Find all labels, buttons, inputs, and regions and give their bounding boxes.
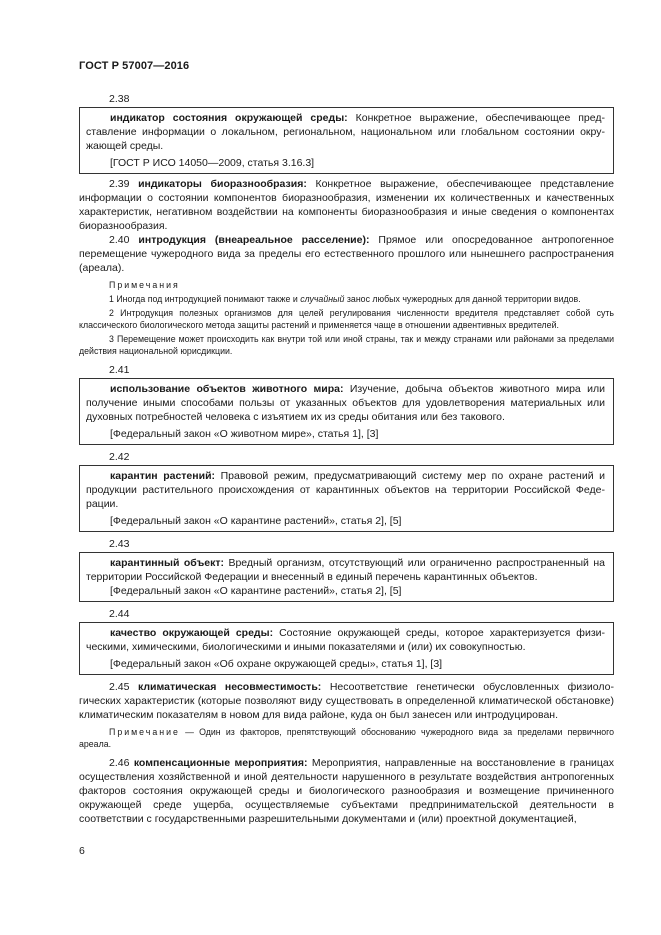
definition-2-41 [86,382,605,424]
term-box-2-44 [79,622,614,675]
definition-text-2-42: Правовой режим, предусматривающий систему мер по охране растений и продукции растительного происхождения от карантинных объектов на территории Российской Федерации. [86,470,606,510]
note-1-italic: случайный [300,294,345,304]
term-2-39: индикаторы биоразнообразия: [138,178,307,190]
note-2-45-para [79,726,614,750]
definition-2-39 [79,177,614,233]
note-label-2-45: Примечание [109,727,180,737]
definition-2-44 [86,626,605,654]
notes-label: Примечания [109,280,180,290]
term-2-41: использование объектов животного мира: [110,383,344,395]
source-2-38: [ГОСТ Р ИСО 14050—2009, статья 3.16.3] [110,157,315,169]
term-2-42: карантин растений: [110,470,216,482]
term-2-43: карантинный объект: [110,557,224,569]
definition-text-2-46: Мероприятия, направленные на восстановление в границах осуществления хозяйственной и иной деятельности нарушенного в результате воздействия антропогенных факторов состояния окружающей среды и биологического разнообразия и возмещение причиненного окружающей среде ущерба, осуществляемые субъектами предпринимательской деятельности в соответствии с государственными разрешительными документами и (или) проектной документацией, [79,757,614,825]
definition-text-2-40: Прямое или опосредованное антропогенное перемещение чужеродного вида за пределы его естественного прошлого или нынешнего распространения (ареала). [79,234,614,274]
note-1-text-b: занос любых чужеродных для данной территории видов. [346,294,581,304]
definition-2-42 [86,469,605,511]
term-box-2-43 [79,552,614,602]
notes-2-40 [79,279,614,357]
source-2-43: [Федеральный закон «О карантине растений», статья 2], [5] [110,585,402,597]
term-2-45: климатическая несовместимость: [137,681,322,693]
entry-number-2-40: 2.40 [109,234,130,246]
entry-number-2-44: 2.44 [109,608,130,620]
page-content [79,92,614,826]
term-2-40: интродукция (внеареальное расселение): [138,234,370,246]
definition-2-45 [79,680,614,722]
standard-code: ГОСТ Р 57007—2016 [79,60,190,72]
definition-2-38 [86,111,605,153]
entry-number-2-46: 2.46 [109,757,130,769]
page-number: 6 [79,845,85,857]
entry-number-2-42: 2.42 [109,451,130,463]
note-2-45 [79,726,614,750]
term-box-2-41 [79,378,614,445]
definition-2-40 [79,233,614,275]
entry-number-2-38: 2.38 [109,93,130,105]
term-box-2-38 [79,107,614,174]
definition-text-2-44: Состояние окружающей среды, которое характеризуется физическими, химическими, биологическими и иными показателями и (или) их совокупностью. [86,627,605,653]
note-1 [79,293,614,305]
term-2-44: качество окружающей среды: [110,627,274,639]
entry-number-2-39: 2.39 [109,178,130,190]
note-text-2-45: — Один из факторов, препятствующий обоснованию чужеродного вида за пределами первичного ареала. [79,727,614,749]
note-3: 3 Перемещение может происходить как внутри той или иной страны, так и между странами или районами за пределами действия национальной юрисдикции. [79,334,614,356]
term-2-38: индикатор состояния окружающей среды: [110,112,348,124]
definition-text-2-39: Конкретное выражение, обеспечивающее представление информации о состоянии компонентов биоразнообразия, изменении их количественных и качественных характеристик, негативном воздействии на компоненты биоразнообразия и иные сведения о компонентах биоразнообразия. [79,178,614,232]
definition-text-2-38: Конкретное выражение, обеспечивающее представление информации о локальном, региональном, национальном или глобальном состоянии окружающей среды. [86,112,605,152]
entry-number-2-41: 2.41 [109,364,130,376]
note-2: 2 Интродукция полезных организмов для целей регулирования численности вредителя представляет собой суть классического биологического метода защиты растений и применяется чаще в отношении адвентивных вредителей. [79,308,614,330]
term-box-2-42 [79,465,614,532]
entry-number-2-43: 2.43 [109,538,130,550]
term-2-46: компенсационные мероприятия: [133,757,308,769]
definition-text-2-45: Несоответствие генетически обусловленных физиологических характеристик (которые позволяют виду существовать в определенной климатической обстановке) климатическим показателям в новом для вида районе, куда он был занесен или интродуцирован. [79,681,614,721]
definition-2-43 [86,556,605,584]
note-1-text-a: 1 Иногда под интродукцией понимают также и [109,294,298,304]
source-2-41: [Федеральный закон «О животном мире», статья 1], [3] [110,428,379,440]
source-2-42: [Федеральный закон «О карантине растений», статья 2], [5] [110,515,402,527]
source-2-44: [Федеральный закон «Об охране окружающей среды», статья 1], [3] [110,658,443,670]
definition-2-46 [79,756,614,826]
definition-text-2-43: Вредный организм, отсутствующий или ограниченно распространенный на территории Российской Федерации и внесенный в единый перечень карантинных объектов. [86,557,605,583]
entry-number-2-45: 2.45 [109,681,130,693]
definition-text-2-41: Изучение, добыча объектов животного мира или получение иными способами пользы от указанных объектов для удовлетворения материальных или духовных потребностей человека с изъятием их из среды обитания или без такового. [86,383,606,423]
